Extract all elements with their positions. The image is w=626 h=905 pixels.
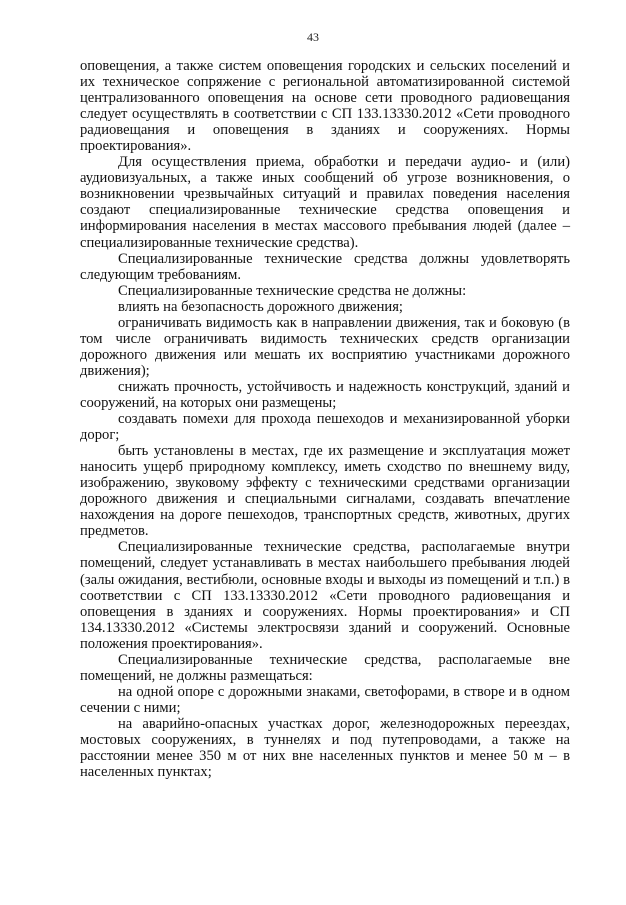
paragraph: Специализированные технические средства не должны: — [118, 282, 467, 299]
paragraph: Специализированные технические средства, располагаемые внутри помещений, следует устанавливать в местах наибольшего пребывания людей (залы ожидания, вестибюли, основные входы и выходы из помещений и т.п.) в соответствии с СП 133.13330.2012 «Сети проводного радиовещания и оповещения в зданиях и сооружениях. Нормы проектирования» и СП 134.13330.2012 «Системы электросвязи зданий и сооружений. Основные положения проектирования». — [80, 539, 570, 652]
body-text — [80, 58, 570, 780]
paragraph: снижать прочность, устойчивость и надежность конструкций, зданий и сооружений, на которых они размещены; — [80, 378, 570, 411]
page-number: 43 — [307, 30, 319, 44]
paragraph: ограничивать видимость как в направлении движения, так и боковую (в том числе ограничивать видимость технических средств организации дорожного движения или мешать их восприятию участниками дорожного движения); — [80, 314, 570, 379]
paragraph: Специализированные технические средства должны удовлетворять следующим требованиям. — [80, 250, 570, 283]
paragraph: на аварийно-опасных участках дорог, железнодорожных переездах, мостовых сооружениях, в туннелях и под путепроводами, а также на расстоянии менее 350 м от них вне населенных пунктов и менее 50 м – в населенных пунктах; — [80, 715, 570, 781]
paragraph: Для осуществления приема, обработки и передачи аудио- и (или) аудиовизуальных, а также иных сообщений об угрозе возникновения, о возникновении чрезвычайных ситуаций и правилах поведения населения создают специализированные технические средства оповещения и информирования населения в местах массового пребывания людей (далее – специализированные технические средства). — [80, 154, 570, 251]
paragraph: Специализированные технические средства, располагаемые вне помещений, не должны размещаться: — [80, 651, 570, 684]
paragraph: создавать помехи для прохода пешеходов и механизированной уборки дорог; — [80, 411, 570, 444]
paragraph: быть установлены в местах, где их размещение и эксплуатация может наносить ущерб природному комплексу, иметь сходство по внешнему виду, изображению, звуковому эффекту с техническими средствами организации дорожного движения и специальными сигналами, создавать впечатление нахождения на дороге пешеходов, транспортных средств, животных, других предметов. — [80, 443, 570, 540]
paragraph: оповещения, а также систем оповещения городских и сельских поселений и их техническое сопряжение с региональной автоматизированной системой централизованного оповещения на основе сети проводного радиовещания следует осуществлять в соответствии с СП 133.13330.2012 «Сети проводного радиовещания и оповещения в зданиях и сооружениях. Нормы проектирования». — [80, 58, 570, 155]
paragraph: на одной опоре с дорожными знаками, светофорами, в створе и в одном сечении с ними; — [80, 683, 570, 716]
paragraph: влиять на безопасность дорожного движения; — [118, 298, 403, 315]
